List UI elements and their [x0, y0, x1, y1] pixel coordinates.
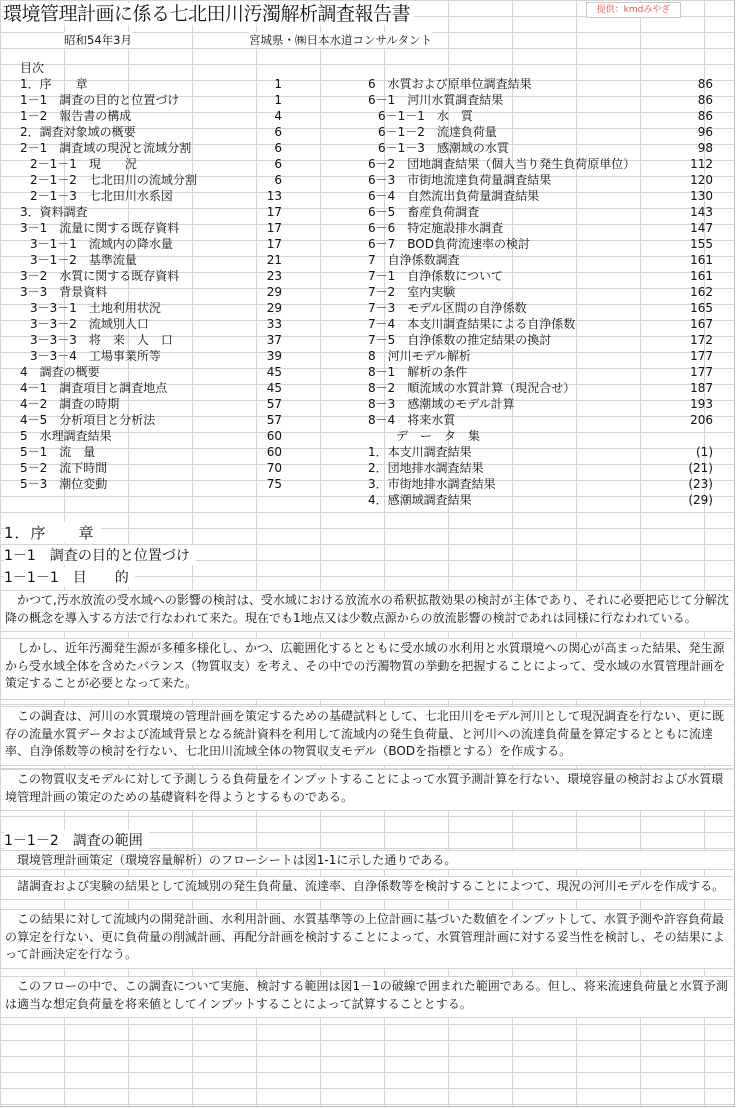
toc-entry-page: 177 [690, 365, 713, 379]
toc-entry-page: 1 [274, 77, 282, 91]
toc-row [0, 172, 734, 188]
toc-entry-label: 8－2 順流域の水質計算（現況合せ） [368, 381, 576, 395]
toc-entry-page: 6 [274, 125, 282, 139]
toc-row [0, 140, 734, 156]
toc-entry-page: 187 [690, 381, 713, 395]
toc-entry-page: 23 [266, 269, 282, 283]
toc-entry-page: 60 [266, 445, 282, 459]
toc-row [0, 300, 734, 316]
paragraph: この調査は、河川の水質環境の管理計画を策定するための基礎試料として、七北田川をモデル河川として現況調査を行ない、更に既存の流量水質データおよび流域背景となる統計資料を利用して流域内の発生負荷量、と河川への流達負荷量を算定するとともに流達率、自浄係数等の検討を行ない、七北田川流域全体の物質収支モデル（BODを指標とする）を作成する。 [1, 706, 733, 766]
toc-entry-label: 4－1 調査項目と調査地点 [20, 381, 168, 395]
toc-entry-page: 120 [690, 173, 713, 187]
toc-entry-page: 161 [690, 253, 713, 267]
toc-entry-page: 33 [266, 317, 282, 331]
toc-row [0, 284, 734, 300]
toc-entry-page: 193 [690, 397, 713, 411]
toc-entry-page: 112 [690, 157, 713, 171]
toc-entry-page: (1) [696, 445, 713, 459]
toc-entry-label: 5 水理調査結果 [20, 429, 112, 443]
toc-entry-page: 6 [274, 173, 282, 187]
toc-entry-page: 57 [266, 397, 282, 411]
toc-entry-label: 1－1 調査の目的と位置づけ [20, 93, 180, 107]
document-date: 昭和54年3月 [64, 33, 132, 47]
toc-entry-label: 3－1 流量に関する既存資料 [20, 221, 180, 235]
toc-entry-label: 3－1－2 基準流量 [30, 253, 137, 267]
toc-entry-page: 45 [266, 381, 282, 395]
toc-entry-page: 155 [690, 237, 713, 251]
toc-entry-label: 7－3 モデル区間の自浄係数 [368, 301, 527, 315]
toc-entry-page: 98 [697, 141, 713, 155]
toc-entry-label: 6 水質および原単位調査結果 [368, 77, 532, 91]
toc-entry-page: 13 [266, 189, 282, 203]
toc-row [0, 492, 734, 508]
toc-row [0, 316, 734, 332]
toc-entry-page: 165 [690, 301, 713, 315]
toc-entry-page: 147 [690, 221, 713, 235]
toc-entry-label: 7－4 本支川調査結果による自浄係数 [368, 317, 576, 331]
toc-entry-page: 86 [697, 109, 713, 123]
toc-entry-page: 143 [690, 205, 713, 219]
toc-entry-page: 57 [266, 413, 282, 427]
toc-entry-page: 167 [690, 317, 713, 331]
toc-entry-page: 37 [266, 333, 282, 347]
toc-entry-label: 2－1－2 七北田川の流域分割 [30, 173, 197, 187]
toc-entry-label: デ ー タ 集 [396, 429, 481, 443]
toc-row [0, 220, 734, 236]
toc-entry-page: 4 [274, 109, 282, 123]
toc-row [0, 348, 734, 364]
toc-row [0, 188, 734, 204]
toc-row [0, 156, 734, 172]
toc-entry-page: 6 [274, 157, 282, 171]
toc-entry-label: 8－3 感潮域のモデル計算 [368, 397, 515, 411]
toc-row [0, 396, 734, 412]
toc-row [0, 412, 734, 428]
toc-heading: 目次 [20, 61, 45, 75]
toc-entry-label: 7－5 自浄係数の推定結果の換討 [368, 333, 552, 347]
toc-entry-label: 6－3 市街地流達負荷量調査結果 [368, 173, 552, 187]
toc-entry-label: 4．感潮域調査結果 [368, 493, 472, 507]
paragraph: 諸調査および実験の結果として流域別の発生負荷量、流達率、自浄係数等を検討することによつて、現況の河川モデルを作成する。 [1, 876, 733, 900]
toc-entry-label: 5－1 流 量 [20, 445, 96, 459]
toc-entry-label: 3－3 背景資料 [20, 285, 108, 299]
toc-entry-page: 161 [690, 269, 713, 283]
paragraph: このフローの中で、この調査について実施、検討する範囲は図1－1の破線で囲まれた範囲である。但し、将来流速負荷量と水質予測は適当な想定負荷量を将来値としてインプットすることによって試算することとする。 [1, 976, 733, 1018]
toc-entry-label: 4 調査の概要 [20, 365, 100, 379]
toc-entry-label: 6－1－3 感潮域の水質 [378, 141, 509, 155]
document-title: 環境管理計画に係る七北田川汚濁解析調査報告書 [3, 3, 414, 25]
toc-entry-label: 1．本支川調査結果 [368, 445, 472, 459]
toc-entry-label: 6－4 自然流出負荷量調査結果 [368, 189, 540, 203]
toc-entry-page: 162 [690, 285, 713, 299]
toc-entry-page: 75 [266, 477, 282, 491]
toc-entry-label: 6－1－2 流達負荷量 [378, 125, 497, 139]
toc-entry-label: 3．市街地排水調査結果 [368, 477, 496, 491]
toc-entry-label: 3－1－1 流域内の降水量 [30, 237, 173, 251]
chapter-heading: 1．序 章 [4, 522, 101, 543]
toc-entry-label: 6－1－1 水 質 [378, 109, 473, 123]
source-badge: 提供：kmdみやぎ [586, 2, 681, 18]
toc-entry-page: 86 [697, 93, 713, 107]
toc-entry-page: 17 [266, 205, 282, 219]
toc-entry-page: 130 [690, 189, 713, 203]
toc-entry-page: (23) [688, 477, 713, 491]
toc-row [0, 268, 734, 284]
toc-row [0, 92, 734, 108]
toc-entry-label: 6－6 特定施設排水調査 [368, 221, 504, 235]
toc-entry-label: 2－1－1 現 況 [30, 157, 137, 171]
toc-entry-label: 3．資料調査 [20, 205, 88, 219]
toc-entry-page: 86 [697, 77, 713, 91]
toc-row [0, 204, 734, 220]
toc-entry-page: 17 [266, 237, 282, 251]
toc-entry-page: 21 [266, 253, 282, 267]
toc-row [0, 108, 734, 124]
toc-entry-page: 60 [266, 429, 282, 443]
toc-entry-label: 5－2 流下時間 [20, 461, 108, 475]
toc-entry-page: 70 [266, 461, 282, 475]
toc-row [0, 476, 734, 492]
toc-entry-label: 6－7 BOD負荷流速率の検討 [368, 237, 530, 251]
toc-entry-label: 6－2 団地調査結果（個人当り発生負荷原単位） [368, 157, 636, 171]
toc-entry-label: 2－1－3 七北田川水系図 [30, 189, 173, 203]
toc-entry-page: (21) [688, 461, 713, 475]
toc-entry-label: 1－2 報告書の構成 [20, 109, 132, 123]
toc-entry-label: 3－3－4 工場事業所等 [30, 349, 161, 363]
toc-entry-page: (29) [688, 493, 713, 507]
toc-row [0, 364, 734, 380]
toc-entry-page: 172 [690, 333, 713, 347]
toc-row [0, 252, 734, 268]
toc-row [0, 124, 734, 140]
toc-row [0, 380, 734, 396]
toc-row [0, 76, 734, 92]
toc-entry-label: 3－3－3 将 来 人 口 [30, 333, 173, 347]
toc-entry-page: 39 [266, 349, 282, 363]
toc-row [0, 460, 734, 476]
toc-entry-label: 8－1 解析の条件 [368, 365, 468, 379]
section-heading-1-1: 1－1 調査の目的と位置づけ [4, 545, 196, 565]
toc-entry-page: 206 [690, 413, 713, 427]
toc-entry-label: 7－2 室内実験 [368, 285, 456, 299]
toc-entry-label: 3－3－2 流域別人口 [30, 317, 149, 331]
document-author: 宮城県・㈱日本水道コンサルタント [249, 33, 432, 47]
toc-entry-label: 2．調査対象域の概要 [20, 125, 136, 139]
section-heading-1-1-2: 1－1－2 調査の範囲 [4, 830, 149, 850]
toc-entry-page: 6 [274, 141, 282, 155]
toc-row [0, 428, 734, 444]
toc-row [0, 444, 734, 460]
toc-entry-page: 177 [690, 349, 713, 363]
paragraph: しかし、近年汚濁発生源が多種多様化し、かつ、広範囲化するとともに受水域の水利用と水質環境への関心が高まった結果、発生源から受水域全体を含めたバランス（物質収支）を考え、その中での汚濁物質の挙動を把握することによって、受水域の水質管理計画を策定することが必要となって来た。 [1, 638, 733, 700]
toc-entry-label: 3－3－1 土地利用状況 [30, 301, 161, 315]
toc-entry-label: 7 自浄係数調査 [368, 253, 460, 267]
toc-entry-label: 4－2 調査の時期 [20, 397, 120, 411]
section-heading-1-1-1: 1－1－1 目 的 [4, 567, 135, 587]
toc-row [0, 332, 734, 348]
paragraph: 環境管理計画策定（環境容量解析）のフローシートは図1-1に示した通りである。 [1, 850, 733, 870]
toc-entry-label: 5－3 潮位変動 [20, 477, 108, 491]
toc-entry-label: 1．序 章 [20, 77, 88, 91]
toc-row [0, 236, 734, 252]
toc-entry-label: 2－1 調査域の現況と流域分割 [20, 141, 192, 155]
toc-entry-label: 4－5 分析項目と分析法 [20, 413, 156, 427]
toc-entry-label: 3－2 水質に関する既存資料 [20, 269, 180, 283]
paragraph: かつて,汚水放流の受水域への影響の検討は、受水域における放流水の希釈拡散効果の検討が主体であり、それに必要把応じて分解沈降の概念を導入する方法で行なわれて来た。現在でも1地点又は少数点源からの放流影響の検討であれは同様に行なわれている。 [1, 590, 733, 632]
toc-entry-page: 29 [266, 301, 282, 315]
toc-entry-label: 6－1 河川水質調査結果 [368, 93, 504, 107]
toc-entry-page: 45 [266, 365, 282, 379]
toc-entry-page: 1 [274, 93, 282, 107]
toc-entry-label: 2．団地排水調査結果 [368, 461, 484, 475]
paragraph: この物質収支モデルに対して予測しうる負荷量をインプットすることによって水質予測計算を行ない、環境容量の検討および水質環境管理計画の策定のための基礎資料を得ようとするものである。 [1, 769, 733, 811]
toc-entry-label: 8－4 将来水質 [368, 413, 456, 427]
toc-entry-label: 8 河川モデル解析 [368, 349, 472, 363]
paragraph: この結果に対して流域内の開発計画、水利用計画、水質基準等の上位計画に基づいた数値をインプットして、水質予測や許容負荷最の算定を行ない、更に負荷量の削減計画、再配分計画を検討することによって、水質管理計画に対する妥当性を検討し、その結果によって計画決定を行なう。 [1, 909, 733, 969]
toc-entry-page: 29 [266, 285, 282, 299]
toc-entry-label: 6－5 畜産負荷調査 [368, 205, 480, 219]
toc-entry-page: 96 [697, 125, 713, 139]
toc-entry-page: 17 [266, 221, 282, 235]
toc-entry-label: 7－1 自浄係数について [368, 269, 504, 283]
